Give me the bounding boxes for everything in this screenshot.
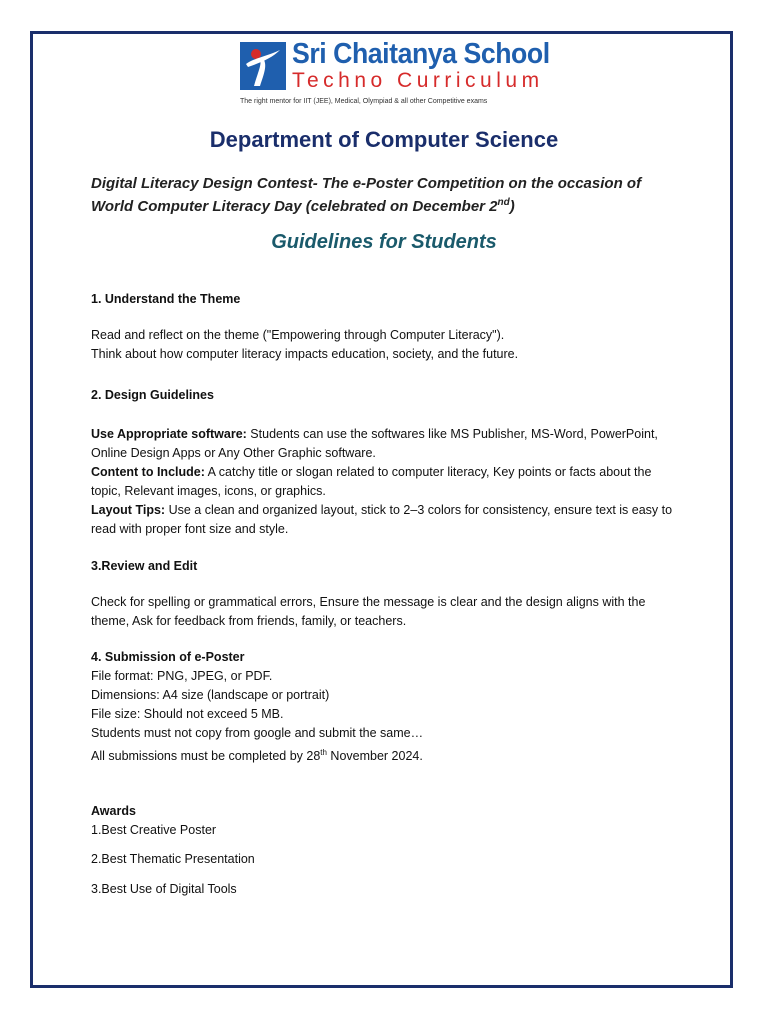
award-item: 1.Best Creative Poster [91,823,217,837]
layout-line-2: read with proper font size and style. [91,522,289,536]
section-3-body [91,593,681,631]
contest-line-2-sup: nd [497,197,510,208]
contest-line-2-end: ) [509,198,515,215]
section-1-body [91,326,681,364]
deadline-sup: th [320,748,327,757]
software-text-1: Students can use the softwares like MS Publisher, MS-Word, PowerPoint, [246,427,658,441]
content-line-2: topic, Relevant images, icons, or graphics. [91,484,326,498]
content-label: Content to Include: [91,465,205,479]
section-1-heading: 1. Understand the Theme [91,292,241,306]
layout-label: Layout Tips: [91,503,166,517]
section-3-paragraph-1: Check for spelling or grammatical errors, Ensure the message is clear and the design aligns with the [91,595,646,609]
section-2-body [91,425,681,539]
layout-line-1 [91,501,681,520]
content-line-1 [91,463,681,482]
award-item-3-wrap [91,880,681,899]
award-item: 3.Best Use of Digital Tools [91,882,237,896]
deadline-text: All submissions must be completed by 28 [91,749,321,764]
award-item-2-wrap [91,850,681,869]
awards-section [91,802,681,840]
content-text-1: A catchy title or slogan related to computer literacy, Key points or facts about the [204,465,652,479]
software-label: Use Appropriate software: [91,427,247,441]
logo-tagline: The right mentor for IIT (JEE), Medical, Olympiad & all other Competitive exams [240,98,488,105]
contest-line-2 [91,195,671,218]
section-1-paragraph-2: Think about how computer literacy impacts education, society, and the future. [91,347,519,361]
department-title: Department of Computer Science [209,127,559,152]
section-4-heading: 4. Submission of e-Poster [91,650,245,664]
contest-title [91,172,671,218]
section-3-paragraph-2: theme, Ask for feedback from friends, family, or teachers. [91,614,407,628]
section-3-heading: 3.Review and Edit [91,559,198,573]
no-copy-line: Students must not copy from google and submit the same… [91,726,424,740]
section-2 [91,386,681,405]
section-3 [91,557,681,576]
software-line-2: Online Design Apps or Any Other Graphic software. [91,446,376,460]
contest-line-1: Digital Literacy Design Contest- The e-Poster Competition on the occasion of [91,175,642,192]
school-logo [240,38,550,110]
logo-school-name: Sri Chaitanya School [292,38,550,70]
logo-emblem-icon [240,42,286,90]
deadline-line [91,743,681,766]
software-line-1 [91,425,681,444]
awards-heading: Awards [91,804,136,818]
section-1-paragraph-1: Read and reflect on the theme ("Empowering through Computer Literacy"). [91,328,505,342]
section-1 [91,290,681,309]
award-item: 2.Best Thematic Presentation [91,852,255,866]
section-4 [91,648,681,766]
logo-curriculum: Techno Curriculum [292,69,544,92]
file-size-line: File size: Should not exceed 5 MB. [91,707,284,721]
deadline-end: November 2024. [326,749,423,764]
contest-line-2-text: World Computer Literacy Day (celebrated on December 2 [91,198,498,215]
dimensions-line: Dimensions: A4 size (landscape or portrait) [91,688,330,702]
section-2-heading: 2. Design Guidelines [91,388,214,402]
layout-text-1: Use a clean and organized layout, stick to 2–3 colors for consistency, ensure text is easy to [165,503,673,517]
file-format-line: File format: PNG, JPEG, or PDF. [91,669,273,683]
guidelines-title: Guidelines for Students [271,231,497,253]
